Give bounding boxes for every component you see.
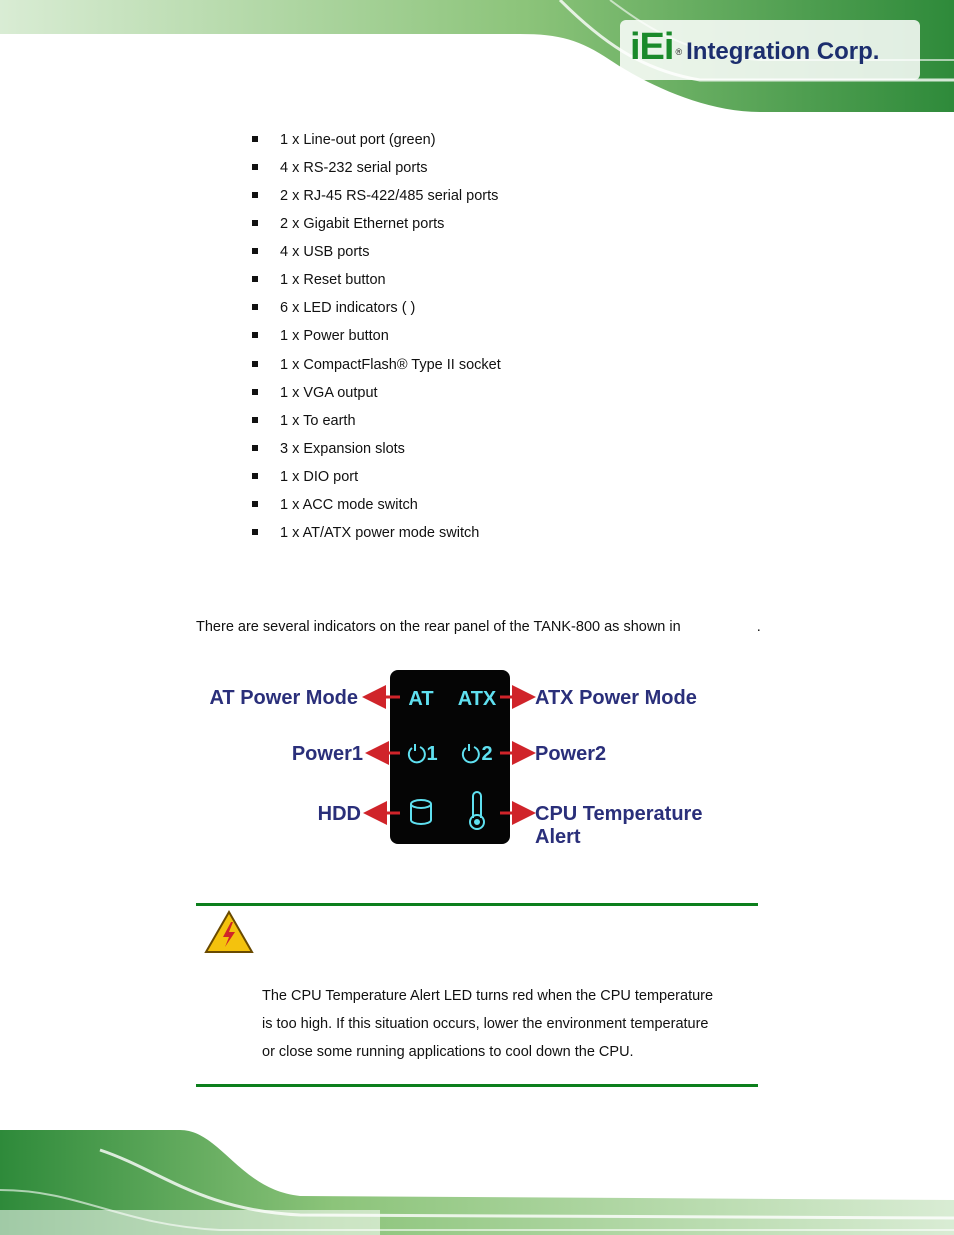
feature-list — [252, 126, 501, 547]
footer-banner — [0, 1130, 954, 1235]
warning-text — [262, 982, 762, 1066]
list-item: 1 x DIO port — [252, 463, 501, 491]
led-indicator-diagram — [200, 668, 720, 848]
indicator-intro-paragraph — [196, 617, 761, 637]
list-item: 4 x RS-232 serial ports — [252, 154, 501, 182]
led-atx: ATX — [457, 688, 497, 710]
led-power1-number: 1 — [426, 743, 438, 765]
warning-line: is too high. If this situation occurs, lower the environment temperature — [262, 1016, 709, 1032]
warning-line: The CPU Temperature Alert LED turns red when the CPU temperature — [262, 988, 714, 1004]
intro-end: . — [756, 619, 761, 635]
list-item: 3 x Expansion slots — [252, 435, 501, 463]
warning-line: or close some running applications to cool down the CPU. — [262, 1044, 634, 1060]
list-item: 1 x Line-out port (green) — [252, 126, 501, 154]
logo-text: Integration Corp. — [686, 38, 880, 65]
list-item: 4 x USB ports — [252, 238, 501, 266]
warning-icon — [204, 910, 254, 954]
list-item: 1 x Power button — [252, 322, 501, 350]
label-alert: Alert — [535, 826, 581, 848]
warning-rule-top — [196, 903, 758, 906]
list-item: 6 x LED indicators ( ) — [252, 294, 501, 322]
list-item: 1 x ACC mode switch — [252, 491, 501, 519]
company-logo — [630, 26, 879, 69]
list-item: 1 x VGA output — [252, 379, 501, 407]
label-hdd: HDD — [317, 803, 361, 825]
label-power1: Power1 — [291, 743, 363, 765]
intro-text: There are several indicators on the rear panel of the TANK-800 as shown in — [196, 619, 681, 635]
list-item: 1 x To earth — [252, 407, 501, 435]
label-at-power-mode: AT Power Mode — [209, 687, 358, 709]
led-at: AT — [408, 688, 434, 710]
list-item: 1 x AT/ATX power mode switch — [252, 519, 501, 547]
list-item: 1 x Reset button — [252, 266, 501, 294]
label-atx-power-mode: ATX Power Mode — [535, 687, 697, 709]
logo-registered: ® — [675, 47, 683, 57]
list-item: 2 x RJ-45 RS-422/485 serial ports — [252, 182, 501, 210]
warning-rule-bottom — [196, 1084, 758, 1087]
led-power2-number: 2 — [481, 743, 493, 765]
label-cpu-temperature: CPU Temperature — [535, 803, 703, 825]
list-item: 1 x CompactFlash® Type II socket — [252, 351, 501, 379]
label-power2: Power2 — [535, 743, 607, 765]
list-item: 2 x Gigabit Ethernet ports — [252, 210, 501, 238]
logo-mark: iEi — [630, 26, 674, 68]
